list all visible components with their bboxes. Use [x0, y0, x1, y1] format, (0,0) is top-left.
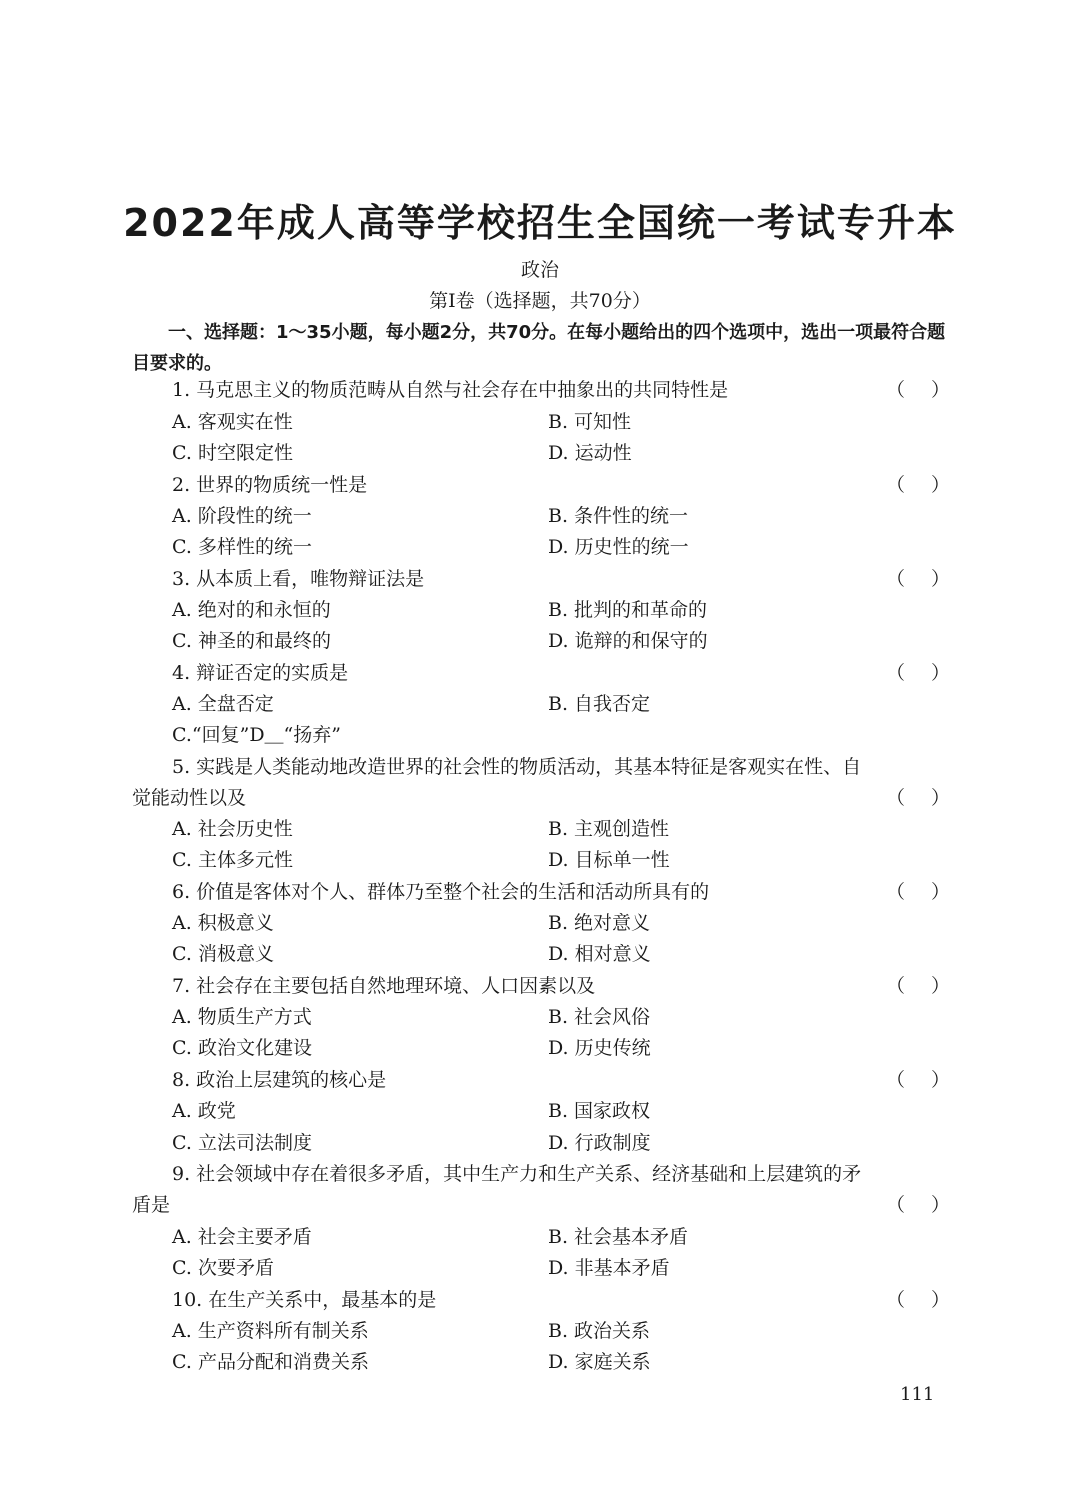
question-1-option-b: B. 可知性 [548, 411, 632, 433]
question-10-option-a: A. 生产资料所有制关系 [172, 1320, 369, 1342]
question-3-option-a: A. 绝对的和永恒的 [172, 599, 331, 621]
question-1-option-d: D. 运动性 [548, 442, 632, 464]
question-3-stem: 3. 从本质上看，唯物辩证法是 [172, 568, 425, 590]
question-2-option-b: B. 条件性的统一 [548, 505, 689, 527]
question-1-option-a: A. 客观实在性 [172, 411, 293, 433]
question-2-answer-blank: （ ） [886, 474, 950, 496]
question-2-option-d: D. 历史性的统一 [548, 536, 689, 558]
question-6-stem: 6. 价值是客体对个人、群体乃至整个社会的生活和活动所具有的 [172, 881, 710, 903]
question-6-answer-blank: （ ） [886, 881, 950, 903]
question-9-stem-continued: 盾是 [132, 1194, 171, 1216]
question-8-answer-blank: （ ） [886, 1069, 950, 1091]
exam-title: 2022年成人高等学校招生全国统一考试专升本 [123, 201, 957, 245]
page-number: 111 [900, 1384, 935, 1405]
question-5-answer-blank: （ ） [886, 787, 950, 809]
question-3-option-b: B. 批判的和革命的 [548, 599, 708, 621]
question-6-option-d: D. 相对意义 [548, 943, 651, 965]
question-3-option-d: D. 诡辩的和保守的 [548, 630, 708, 652]
question-9-option-c: C. 次要矛盾 [172, 1257, 274, 1279]
question-8-option-d: D. 行政制度 [548, 1132, 651, 1154]
question-2-stem: 2. 世界的物质统一性是 [172, 474, 368, 496]
question-10-answer-blank: （ ） [886, 1289, 950, 1311]
question-9-option-b: B. 社会基本矛盾 [548, 1226, 689, 1248]
question-10-option-d: D. 家庭关系 [548, 1351, 651, 1373]
question-6-option-a: A. 积极意义 [172, 912, 274, 934]
question-5-option-c: C. 主体多元性 [172, 849, 293, 871]
question-7-answer-blank: （ ） [886, 975, 950, 997]
question-9-option-d: D. 非基本矛盾 [548, 1257, 670, 1279]
question-7-option-c: C. 政治文化建设 [172, 1037, 312, 1059]
section-instructions: 一、选择题：1～35小题，每小题2分，共70分。在每小题给出的四个选项中，选出一项最符合题目要求的。 [132, 322, 946, 374]
question-7-option-b: B. 社会风俗 [548, 1006, 651, 1028]
question-4-option-b: B. 自我否定 [548, 693, 651, 715]
question-3-option-c: C. 神圣的和最终的 [172, 630, 331, 652]
question-6-option-c: C. 消极意义 [172, 943, 274, 965]
question-8-option-b: B. 国家政权 [548, 1100, 651, 1122]
question-4-option-a: A. 全盘否定 [172, 693, 274, 715]
question-5-option-a: A. 社会历史性 [172, 818, 293, 840]
question-8-stem: 8. 政治上层建筑的核心是 [172, 1069, 387, 1091]
question-9-stem: 9. 社会领域中存在着很多矛盾，其中生产力和生产关系、经济基础和上层建筑的矛 [172, 1163, 862, 1185]
question-4-option-c-d: C.“回复”D＿“扬弃” [172, 724, 341, 746]
question-1-stem: 1. 马克思主义的物质范畴从自然与社会存在中抽象出的共同特性是 [172, 379, 729, 401]
question-9-answer-blank: （ ） [886, 1194, 950, 1216]
question-5-option-d: D. 目标单一性 [548, 849, 670, 871]
question-3-answer-blank: （ ） [886, 568, 950, 590]
question-2-option-a: A. 阶段性的统一 [172, 505, 312, 527]
question-4-answer-blank: （ ） [886, 662, 950, 684]
question-2-option-c: C. 多样性的统一 [172, 536, 312, 558]
question-1-option-c: C. 时空限定性 [172, 442, 293, 464]
question-8-option-c: C. 立法司法制度 [172, 1132, 312, 1154]
question-4-stem: 4. 辩证否定的实质是 [172, 662, 349, 684]
question-1-answer-blank: （ ） [886, 379, 950, 401]
question-10-option-b: B. 政治关系 [548, 1320, 651, 1342]
question-10-stem: 10. 在生产关系中，最基本的是 [172, 1289, 437, 1311]
question-5-stem: 5. 实践是人类能动地改造世界的社会性的物质活动，其基本特征是客观实在性、自 [172, 756, 862, 778]
question-9-option-a: A. 社会主要矛盾 [172, 1226, 312, 1248]
question-6-option-b: B. 绝对意义 [548, 912, 651, 934]
question-10-option-c: C. 产品分配和消费关系 [172, 1351, 369, 1373]
subject-heading: 政治 [520, 259, 559, 281]
question-7-stem: 7. 社会存在主要包括自然地理环境、人口因素以及 [172, 975, 596, 997]
volume-heading: 第Ⅰ卷（选择题，共70分） [429, 290, 651, 312]
question-8-option-a: A. 政党 [172, 1100, 236, 1122]
question-7-option-a: A. 物质生产方式 [172, 1006, 312, 1028]
question-5-option-b: B. 主观创造性 [548, 818, 670, 840]
question-7-option-d: D. 历史传统 [548, 1037, 651, 1059]
question-5-stem-continued: 觉能动性以及 [132, 787, 247, 809]
